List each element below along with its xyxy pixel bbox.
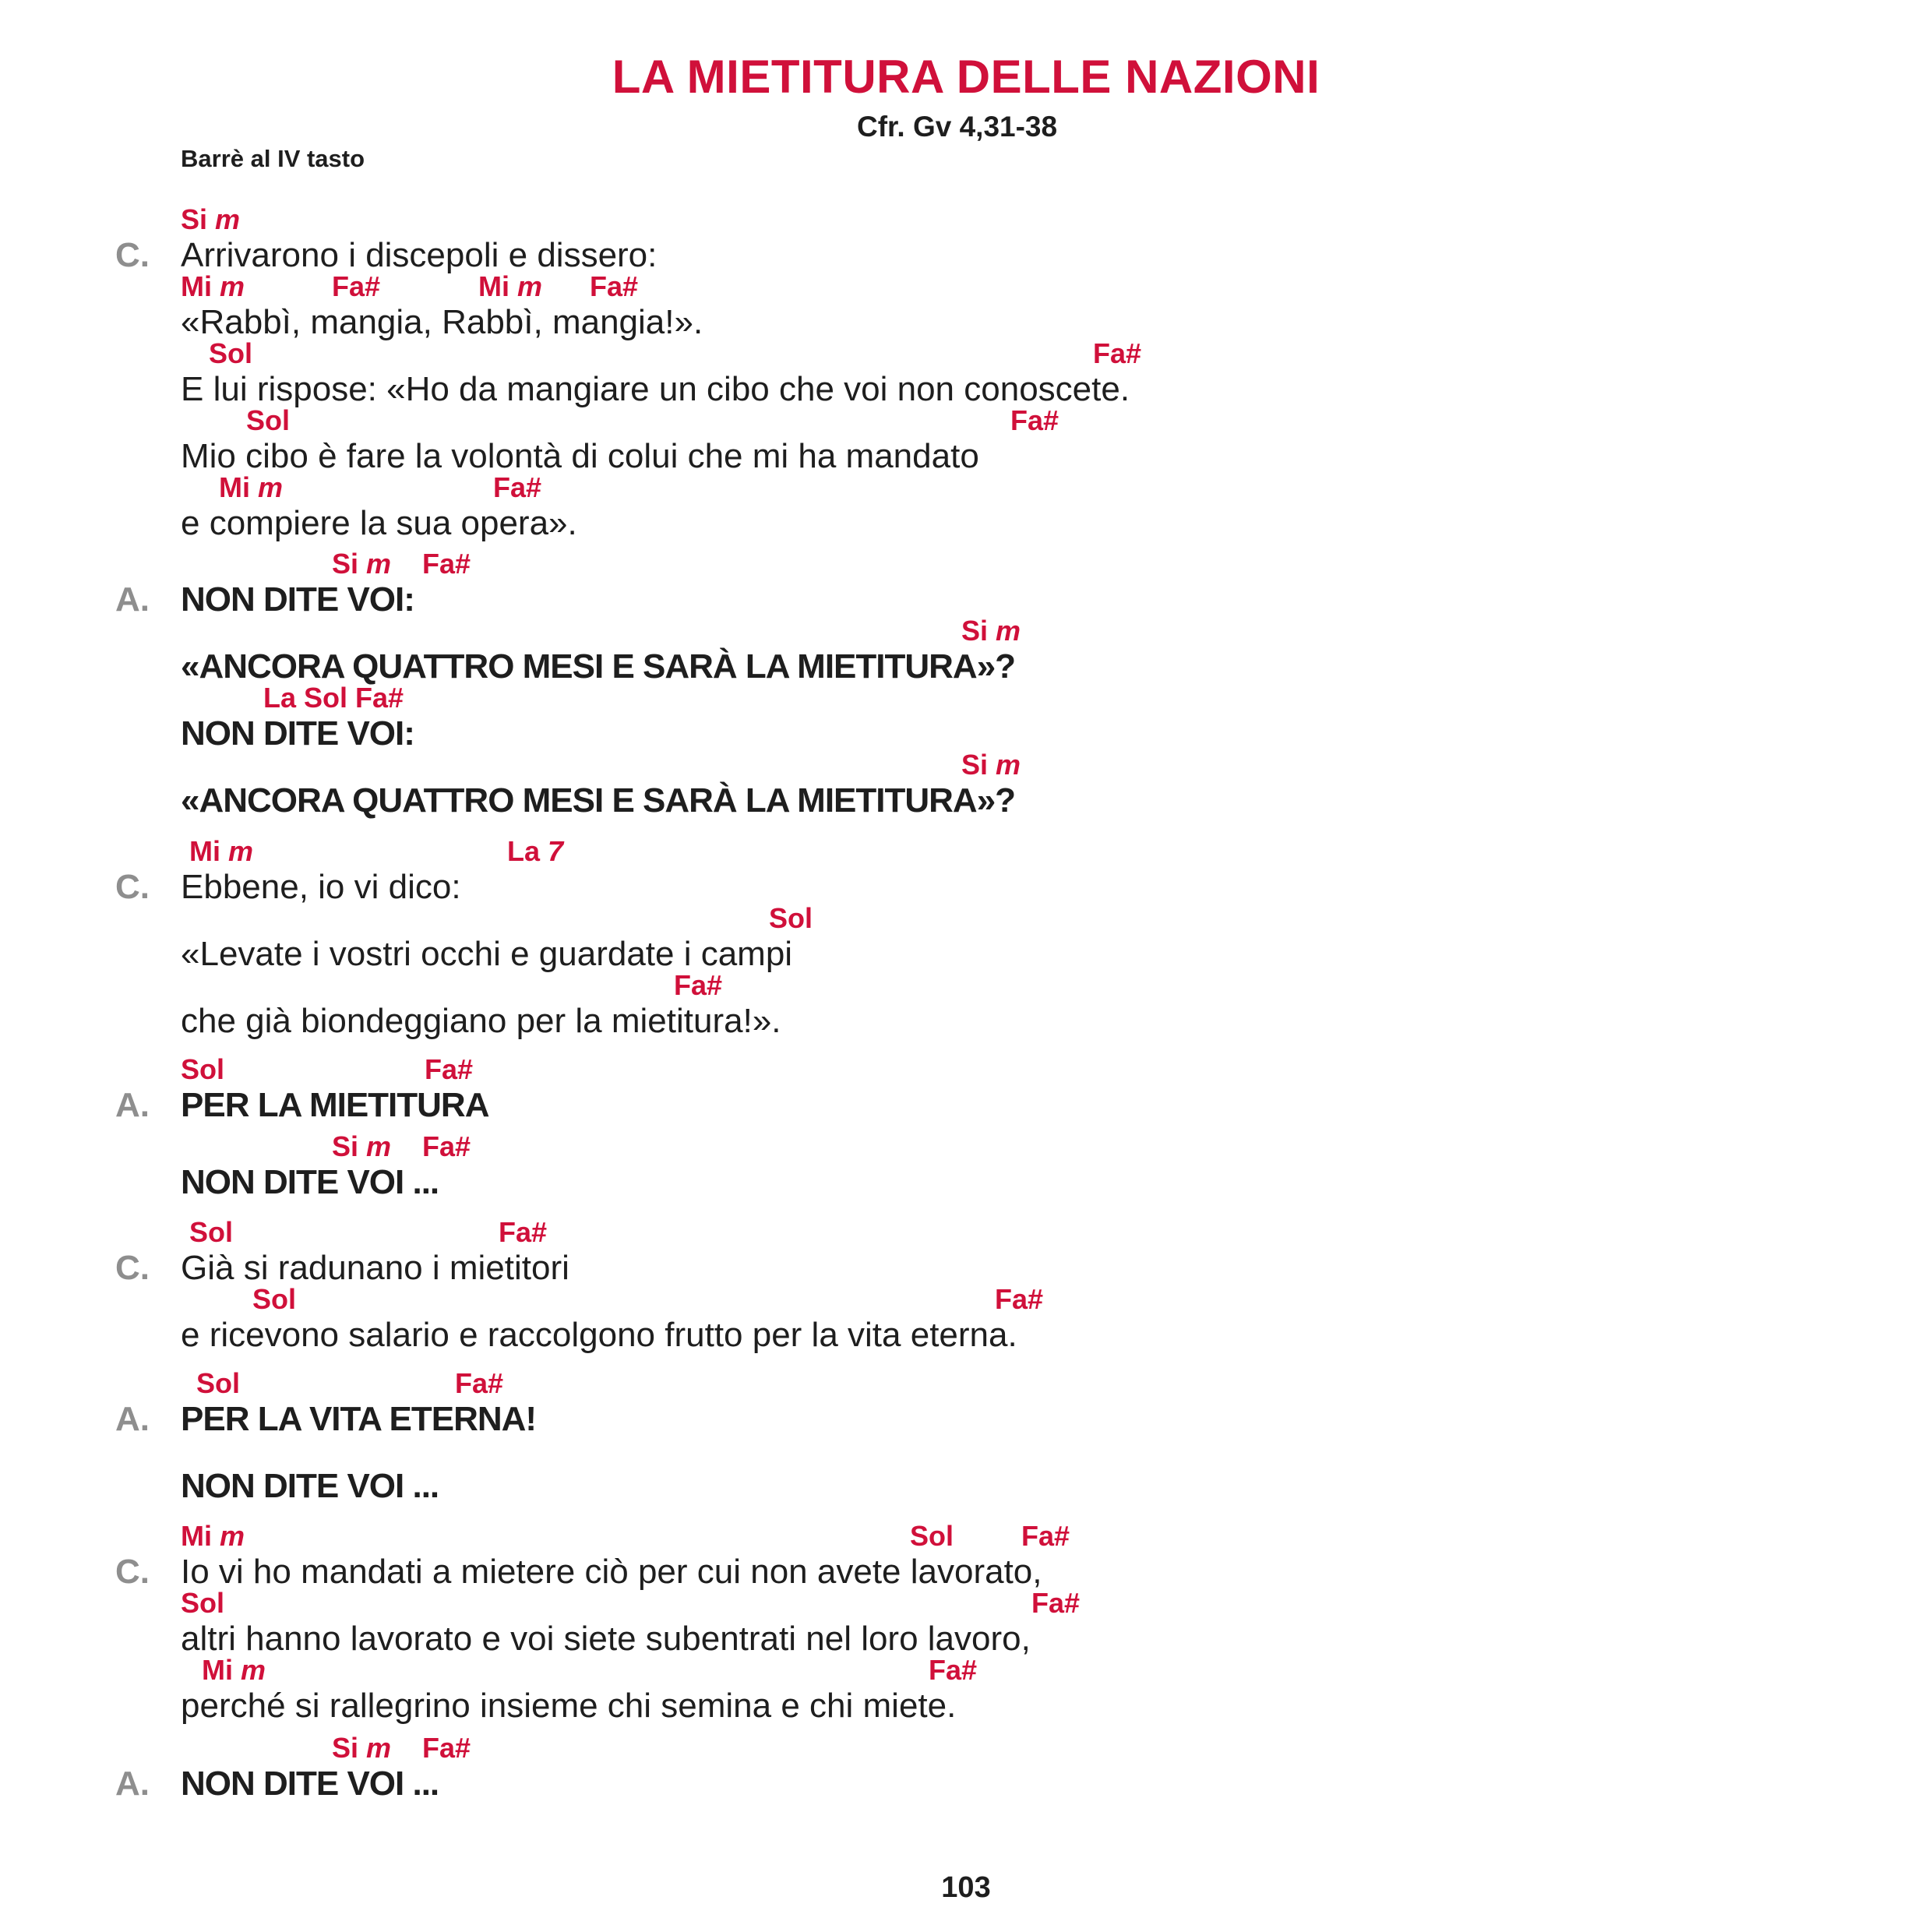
chord-label: Fa# [1031,1587,1081,1619]
cantor-marker: C. [115,1249,150,1287]
chord-label: Fa# [995,1283,1044,1315]
chord-label: Fa# [422,548,471,580]
cantor-marker: C. [115,236,150,274]
assembly-marker: A. [115,580,150,619]
chord-label: Fa# [332,270,381,302]
chord-label: Mi m [181,270,245,302]
chord-label: Sol [769,902,813,934]
chord-label: Mi m [189,835,254,867]
capo-note: Barrè al IV tasto [181,145,365,172]
chord-label: Fa# [590,270,639,302]
lyric-text: Già si radunano i mietitori [181,1249,569,1287]
chord-label: Sol [252,1283,297,1315]
lyric-text: «Levate i vostri occhi e guardate i campi [181,935,793,973]
lyric-text: PER LA VITA ETERNA! [181,1400,537,1438]
chord-label: Si m [332,1130,392,1162]
assembly-marker: A. [115,1765,150,1803]
chord-label: Fa# [1093,337,1142,369]
chord-label: La 7 [507,835,564,867]
chord-label: Fa# [1010,404,1059,436]
lyric-text: NON DITE VOI ... [181,1163,439,1201]
chord-label: La Sol Fa# [263,682,404,714]
lyric-text: Mio cibo è fare la volontà di colui che mi ha mandato [181,437,979,475]
cantor-marker: C. [115,1553,150,1591]
lyric-text: e ricevono salario e raccolgono frutto per la vita eterna. [181,1316,1017,1354]
lyric-text: Io vi ho mandati a mietere ciò per cui non avete lavorato, [181,1553,1042,1591]
chord-label: Fa# [425,1053,474,1085]
lyric-text: Ebbene, io vi dico: [181,868,461,906]
cantor-marker: C. [115,868,150,906]
lyric-text: perché si rallegrino insieme chi semina e chi miete. [181,1687,957,1725]
chord-label: Si m [961,749,1021,781]
lyric-text: E lui rispose: «Ho da mangiare un cibo che voi non conoscete. [181,370,1130,408]
chord-label: Si m [961,615,1021,647]
lyric-text: NON DITE VOI: [181,714,414,753]
lyric-text: e compiere la sua opera». [181,504,577,542]
chord-label: Sol [209,337,253,369]
chord-label: Fa# [455,1367,504,1399]
chord-label: Fa# [1021,1520,1070,1552]
chord-label: Mi m [202,1654,266,1686]
chord-label: Sol [196,1367,241,1399]
chord-label: Sol [246,404,291,436]
lyric-text: altri hanno lavorato e voi siete subentrati nel loro lavoro, [181,1620,1031,1658]
lyric-text: NON DITE VOI ... [181,1467,439,1505]
song-title: LA MIETITURA DELLE NAZIONI [612,51,1320,103]
chord-label: Fa# [422,1732,471,1764]
chord-label: Fa# [422,1130,471,1162]
lyric-text: «ANCORA QUATTRO MESI E SARÀ LA MIETITURA»? [181,781,1016,820]
assembly-marker: A. [115,1400,150,1438]
chord-label: Si m [181,203,241,235]
page-number: 103 [941,1871,991,1904]
scripture-reference: Cfr. Gv 4,31-38 [857,111,1058,143]
chord-label: Sol [181,1053,225,1085]
lyric-text: PER LA MIETITURA [181,1086,489,1124]
lyric-text: che già biondeggiano per la mietitura!». [181,1002,781,1040]
chord-label: Fa# [929,1654,978,1686]
chord-label: Fa# [499,1216,548,1248]
lyric-text: NON DITE VOI: [181,580,414,619]
chord-label: Mi m [478,270,543,302]
chord-label: Sol [189,1216,234,1248]
chord-label: Sol [910,1520,954,1552]
chord-label: Si m [332,548,392,580]
chord-label: Sol [181,1587,225,1619]
lyric-text: NON DITE VOI ... [181,1765,439,1803]
lyric-text: «ANCORA QUATTRO MESI E SARÀ LA MIETITURA»? [181,647,1016,686]
chord-label: Mi m [219,471,284,503]
lyric-text: «Rabbì, mangia, Rabbì, mangia!». [181,303,703,341]
assembly-marker: A. [115,1086,150,1124]
chord-label: Fa# [493,471,542,503]
lyric-text: Arrivarono i discepoli e dissero: [181,236,658,274]
chord-label: Fa# [674,969,723,1001]
chord-label: Si m [332,1732,392,1764]
chord-label: Mi m [181,1520,245,1552]
